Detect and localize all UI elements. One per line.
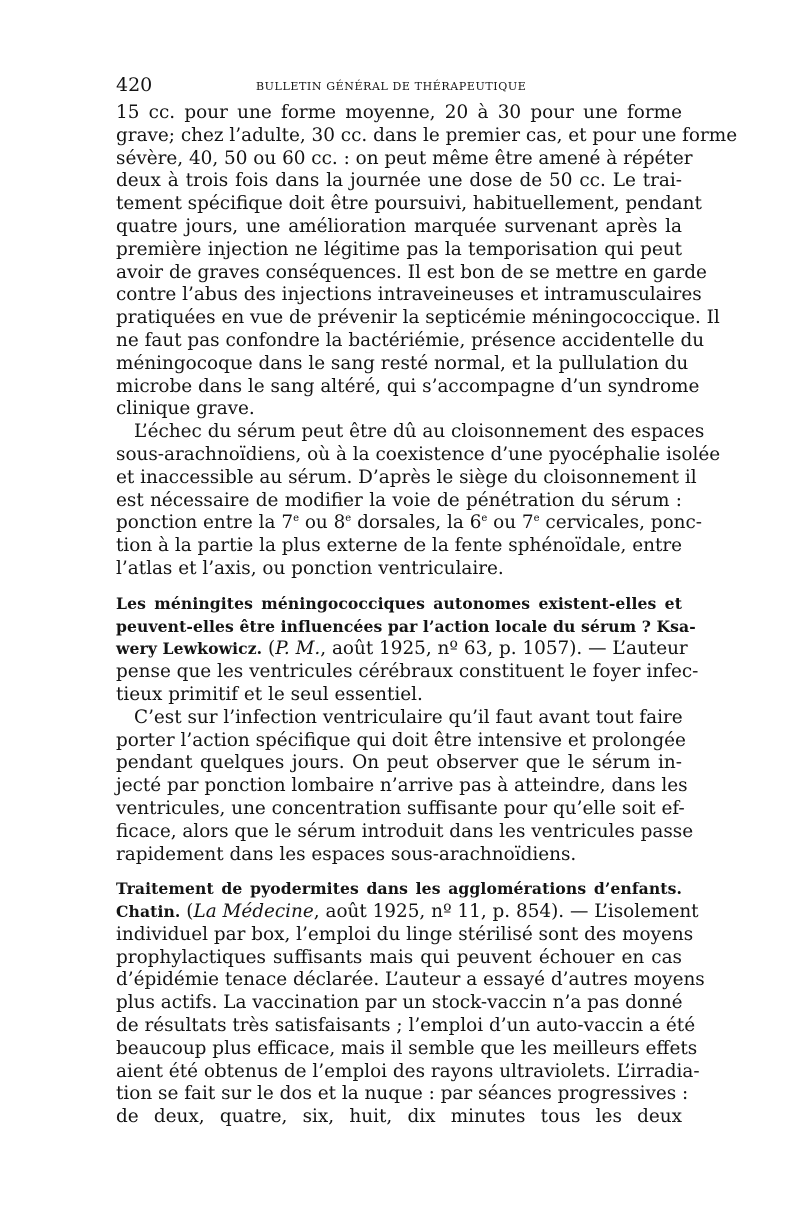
page-header [116,74,682,102]
text-line: d’épidémie tenace déclarée. L’auteur a essayé d’autres moyens [116,969,705,991]
document-page [116,74,738,1129]
journal-name: P. M. [275,638,321,660]
article-meningitis [116,593,699,867]
text-line: et inaccessible au sérum. D’après le siège du cloisonnement il [116,466,697,488]
text-line: deux à trois fois dans la journée une dose de 50 cc. Le trai- [116,170,682,192]
text-fragment: cervicales, ponc- [539,512,703,534]
text-line: clinique grave. [116,398,255,420]
text-line: sous-arachnoïdiens, où à la coexistence d’une pyocéphalie isolée [116,443,721,465]
text-line: jecté par ponction lombaire n’arrive pas à atteindre, dans les [116,775,688,797]
paragraph-serum-failure [116,421,721,581]
text-line: contre l’abus des injections intraveineuses et intramusculaires [116,284,702,306]
text-line: beaucoup plus efficace, mais il semble que les meilleurs effets [116,1037,698,1059]
article-title-line: Les méningites méningococciques autonomes existent-elles et [116,593,682,613]
text-line: ne faut pas confondre la bactériémie, présence accidentelle du [116,329,705,351]
text-line: tement spécifique doit être poursuivi, habituellement, pendant [116,193,702,215]
text-fragment: ponction entre la 7 [116,512,294,534]
text-line: tion à la partie la plus externe de la fente sphénoïdale, entre [116,535,683,557]
text-line: l’atlas et l’axis, ou ponction ventriculaire. [116,557,504,579]
article-title-line: Traitement de pyodermites dans les agglomérations d’enfants. [116,879,682,899]
text-fragment: dorsales, la 6 [351,512,482,534]
article-pyodermites [116,878,705,1129]
article-reference-line [116,638,688,661]
text-line: 15 cc. pour une forme moyenne, 20 à 30 pour une forme [116,102,682,123]
text-line: C’est sur l’infection ventriculaire qu’il faut avant tout faire [134,706,683,728]
superscript: e [533,513,540,525]
text-fragment: , août 1925, nº 11, p. 854). — L’isolement [313,901,699,923]
superscript: e [293,513,299,525]
text-fragment: ( [180,901,194,923]
page-number: 420 [116,74,153,96]
text-line: tieux primitif et le seul essentiel. [116,683,423,705]
journal-name: La Médecine [193,901,314,923]
text-fragment: , août 1925, nº 63, p. 1057). — L’auteur [320,638,688,660]
text-line: ventricules, une concentration suffisante pour qu’elle soit ef- [116,797,685,819]
text-line: tion se fait sur le dos et la nuque : par séances progressives : [116,1083,689,1105]
text-line: prophylactiques suffisants mais qui peuvent échouer en cas [116,946,682,968]
text-line: plus actifs. La vaccination par un stock-vaccin n’a pas donné [116,992,683,1014]
superscript: e [481,513,488,525]
running-title: BULLETIN GÉNÉRAL DE THÉRAPEUTIQUE [256,80,527,93]
text-line: première injection ne légitime pas la temporisation qui peut [116,238,682,260]
text-line: individuel par box, l’emploi du linge stérilisé sont des moyens [116,923,694,945]
text-fragment: ou 8 [298,512,346,534]
text-line: porter l’action spécifique qui doit être intensive et prolongée [116,729,686,751]
text-line: pratiquées en vue de prévenir la septicémie méningococcique. Il [116,307,720,329]
text-line: microbe dans le sang altéré, qui s’accompagne d’un syndrome [116,375,700,397]
text-line: sévère, 40, 50 ou 60 cc. : on peut même être amené à répéter [116,147,693,169]
text-line: quatre jours, une amélioration marquée survenant après la [116,215,682,237]
text-line: pense que les ventricules cérébraux constituent le foyer infec- [116,661,699,683]
text-line: est nécessaire de modifier la voie de pénétration du sérum : [116,489,682,511]
article-author: wery Lewkowicz. [116,639,263,659]
text-fragment: ou 7 [487,512,534,534]
text-line: avoir de graves conséquences. Il est bon de se mettre en garde [116,261,707,283]
text-line: de résultats très satisfaisants ; l’emploi d’un auto-vaccin a été [116,1015,696,1037]
paragraph-continuation [116,102,738,421]
text-line: méningocoque dans le sang resté normal, et la pullulation du [116,352,689,374]
text-line: grave; chez l’adulte, 30 cc. dans le premier cas, et pour une forme [116,124,738,146]
text-line: rapidement dans les espaces sous-arachnoïdiens. [116,843,577,865]
text-line: de deux, quatre, six, huit, dix minutes tous les deux [116,1106,682,1128]
article-title-line: peuvent-elles être influencées par l’action locale du sérum ? Ksa- [116,616,696,636]
article-author: Chatin. [116,902,181,922]
section-gap [116,866,682,878]
text-line: pendant quelques jours. On peut observer que le sérum in- [116,752,682,774]
text-fragment: ( [262,638,276,660]
section-gap [116,581,682,593]
text-line: L’échec du sérum peut être dû au cloisonnement des espaces [134,421,705,443]
text-line: aient été obtenus de l’emploi des rayons ultraviolets. L’irradia- [116,1060,700,1082]
text-line-with-superscripts [116,512,703,535]
article-reference-line [116,901,699,924]
superscript: e [345,513,352,525]
text-line: ficace, alors que le sérum introduit dans les ventricules passe [116,820,694,842]
